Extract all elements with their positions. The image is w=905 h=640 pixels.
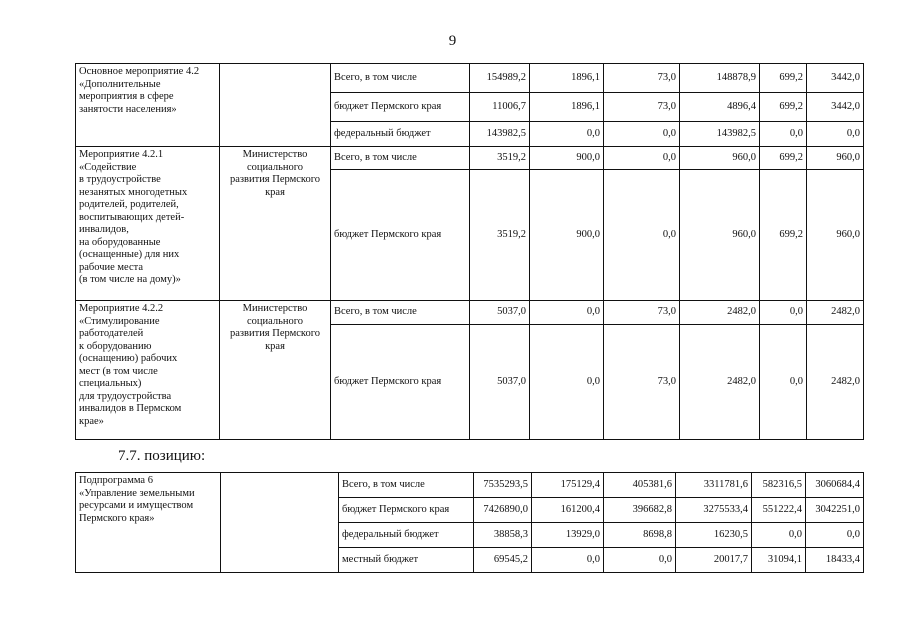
value-cell: 7426890,0 bbox=[474, 498, 532, 523]
value-cell: 2482,0 bbox=[680, 301, 760, 325]
value-cell: 20017,7 bbox=[676, 548, 752, 573]
value-cell: 3442,0 bbox=[807, 93, 864, 122]
value-cell: 3442,0 bbox=[807, 64, 864, 93]
value-cell: 161200,4 bbox=[532, 498, 604, 523]
funding-source-cell: федеральный бюджет bbox=[331, 122, 470, 147]
value-cell: 960,0 bbox=[680, 170, 760, 301]
value-cell: 582316,5 bbox=[752, 473, 806, 498]
value-cell: 960,0 bbox=[807, 147, 864, 170]
table-row bbox=[76, 147, 864, 170]
activity-name-cell: Подпрограмма 6 «Управление земельными ресурсами и имуществом Пермского края» bbox=[76, 473, 221, 573]
executor-cell: Министерство социального развития Пермского края bbox=[220, 301, 331, 440]
funding-source-cell: бюджет Пермского края bbox=[331, 325, 470, 440]
table-row bbox=[76, 301, 864, 325]
value-cell: 3275533,4 bbox=[676, 498, 752, 523]
value-cell: 396682,8 bbox=[604, 498, 676, 523]
value-cell: 31094,1 bbox=[752, 548, 806, 573]
funding-source-cell: Всего, в том числе bbox=[331, 301, 470, 325]
value-cell: 0,0 bbox=[604, 122, 680, 147]
value-cell: 0,0 bbox=[807, 122, 864, 147]
value-cell: 3311781,6 bbox=[676, 473, 752, 498]
value-cell: 16230,5 bbox=[676, 523, 752, 548]
value-cell: 0,0 bbox=[760, 301, 807, 325]
value-cell: 0,0 bbox=[604, 548, 676, 573]
value-cell: 960,0 bbox=[680, 147, 760, 170]
value-cell: 900,0 bbox=[530, 170, 604, 301]
value-cell: 2482,0 bbox=[807, 301, 864, 325]
value-cell: 2482,0 bbox=[807, 325, 864, 440]
value-cell: 699,2 bbox=[760, 93, 807, 122]
value-cell: 38858,3 bbox=[474, 523, 532, 548]
funding-source-cell: бюджет Пермского края bbox=[331, 93, 470, 122]
value-cell: 3060684,4 bbox=[806, 473, 864, 498]
value-cell: 699,2 bbox=[760, 147, 807, 170]
value-cell: 3519,2 bbox=[470, 170, 530, 301]
value-cell: 73,0 bbox=[604, 301, 680, 325]
value-cell: 960,0 bbox=[807, 170, 864, 301]
value-cell: 0,0 bbox=[760, 122, 807, 147]
value-cell: 3519,2 bbox=[470, 147, 530, 170]
value-cell: 175129,4 bbox=[532, 473, 604, 498]
bottom-budget-table bbox=[75, 472, 864, 573]
value-cell: 143982,5 bbox=[680, 122, 760, 147]
value-cell: 1896,1 bbox=[530, 93, 604, 122]
value-cell: 900,0 bbox=[530, 147, 604, 170]
value-cell: 8698,8 bbox=[604, 523, 676, 548]
value-cell: 0,0 bbox=[530, 325, 604, 440]
funding-source-cell: бюджет Пермского края bbox=[331, 170, 470, 301]
value-cell: 0,0 bbox=[760, 325, 807, 440]
value-cell: 0,0 bbox=[530, 122, 604, 147]
value-cell: 0,0 bbox=[604, 170, 680, 301]
value-cell: 1896,1 bbox=[530, 64, 604, 93]
table-row bbox=[76, 473, 864, 498]
value-cell: 148878,9 bbox=[680, 64, 760, 93]
table-row bbox=[76, 64, 864, 93]
value-cell: 4896,4 bbox=[680, 93, 760, 122]
value-cell: 73,0 bbox=[604, 325, 680, 440]
value-cell: 551222,4 bbox=[752, 498, 806, 523]
value-cell: 18433,4 bbox=[806, 548, 864, 573]
top-budget-table bbox=[75, 63, 864, 440]
value-cell: 699,2 bbox=[760, 170, 807, 301]
funding-source-cell: Всего, в том числе bbox=[331, 64, 470, 93]
executor-cell bbox=[220, 64, 331, 147]
activity-name-cell: Мероприятие 4.2.2 «Стимулирование работодателей к оборудованию (оснащению) рабочих мест (в том числе специальных) для трудоустройства инвалидов в Пермском крае» bbox=[76, 301, 220, 440]
funding-source-cell: бюджет Пермского края bbox=[339, 498, 474, 523]
funding-source-cell: федеральный бюджет bbox=[339, 523, 474, 548]
value-cell: 13929,0 bbox=[532, 523, 604, 548]
value-cell: 699,2 bbox=[760, 64, 807, 93]
value-cell: 7535293,5 bbox=[474, 473, 532, 498]
funding-source-cell: Всего, в том числе bbox=[331, 147, 470, 170]
value-cell: 11006,7 bbox=[470, 93, 530, 122]
executor-cell: Министерство социального развития Пермского края bbox=[220, 147, 331, 301]
value-cell: 69545,2 bbox=[474, 548, 532, 573]
value-cell: 73,0 bbox=[604, 93, 680, 122]
activity-name-cell: Мероприятие 4.2.1 «Содействие в трудоустройстве незанятых многодетных родителей, родителей, воспитывающих детей- инвалидов, на оборудованные (оснащенные) для них рабочие места (в том числе на дому)» bbox=[76, 147, 220, 301]
value-cell: 405381,6 bbox=[604, 473, 676, 498]
page-number: 9 bbox=[448, 33, 457, 49]
value-cell: 5037,0 bbox=[470, 301, 530, 325]
section-heading: 7.7. позицию: bbox=[118, 448, 206, 464]
value-cell: 0,0 bbox=[752, 523, 806, 548]
value-cell: 0,0 bbox=[532, 548, 604, 573]
value-cell: 143982,5 bbox=[470, 122, 530, 147]
funding-source-cell: местный бюджет bbox=[339, 548, 474, 573]
executor-cell bbox=[221, 473, 339, 573]
value-cell: 5037,0 bbox=[470, 325, 530, 440]
value-cell: 2482,0 bbox=[680, 325, 760, 440]
activity-name-cell: Основное мероприятие 4.2 «Дополнительные мероприятия в сфере занятости населения» bbox=[76, 64, 220, 147]
value-cell: 3042251,0 bbox=[806, 498, 864, 523]
value-cell: 0,0 bbox=[604, 147, 680, 170]
value-cell: 73,0 bbox=[604, 64, 680, 93]
value-cell: 0,0 bbox=[806, 523, 864, 548]
value-cell: 154989,2 bbox=[470, 64, 530, 93]
funding-source-cell: Всего, в том числе bbox=[339, 473, 474, 498]
value-cell: 0,0 bbox=[530, 301, 604, 325]
